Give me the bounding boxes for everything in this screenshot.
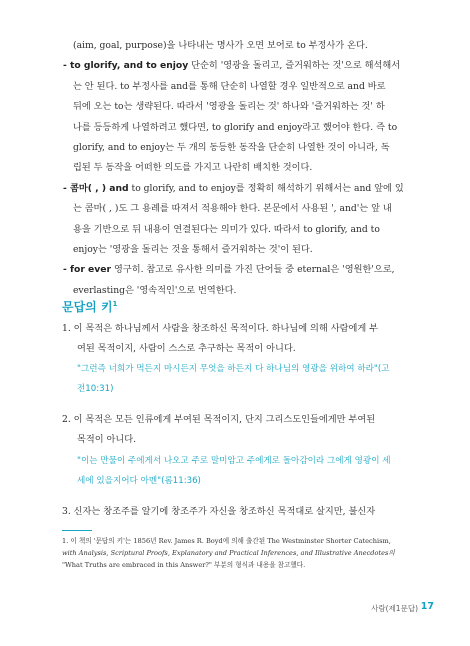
body-line: 뒤에 오는 to는 생략된다. 따라서 '영광을 돌리는 것' 하나와 '즐거워하는 것' 하 bbox=[73, 101, 385, 113]
answer-item-1-line2: 여된 목적이지, 사람이 스스로 추구하는 목적이 아니다. bbox=[77, 343, 296, 354]
running-footer-section: 사람(제1문답) bbox=[371, 604, 418, 613]
footnote-divider bbox=[62, 530, 92, 531]
answer-item-3-line1: 3. 신자는 창조주를 알기에 창조주가 자신을 창조하신 목적대로 살지만, 불신자 bbox=[62, 506, 376, 517]
body-line: 용을 기반으로 뒤 내용이 연결된다는 의미가 있다. 따라서 to glorify, and to bbox=[73, 223, 380, 235]
body-line: everlasting은 '영속적인'으로 번역한다. bbox=[73, 284, 237, 296]
scripture-quote: 전10:31) bbox=[77, 384, 114, 394]
heading-text: 문답의 키 bbox=[62, 300, 113, 314]
body-line: glorify, and to enjoy는 두 개의 동등한 동작을 단순히 나열한 것이 아니라, 독 bbox=[73, 142, 390, 153]
term-label: - to glorify, and to enjoy bbox=[63, 60, 189, 72]
answer-key-heading bbox=[62, 298, 117, 315]
body-line: 는 콤마( , )도 그 용례를 따져서 적용해야 한다. 본문에서 사용된 ', and'는 앞 내 bbox=[73, 203, 392, 215]
term-desc: 단순히 '영광을 돌리고, 즐거워하는 것'으로 해석해서 bbox=[188, 60, 401, 72]
answer-item-2-line1: 2. 이 목적은 모든 인류에게 부여된 목적이지, 단지 그리스도인들에게만 부여된 bbox=[62, 414, 376, 425]
body-line: 는 안 된다. to 부정사를 and를 통해 단순히 나열할 경우 일반적으로 and 바로 bbox=[73, 80, 386, 92]
scripture-quote: "이는 만물이 주에게서 나오고 주로 말미암고 주에게로 돌아감이라 그에게 영광이 세 bbox=[77, 456, 391, 466]
term-label: - for ever bbox=[63, 264, 112, 276]
body-line: (aim, goal, purpose)을 나타내는 명사가 오면 보어로 to 부정사가 온다. bbox=[73, 40, 368, 51]
body-line: 립된 두 동작을 어떠한 의도를 가지고 나란히 배치한 것이다. bbox=[73, 162, 313, 174]
term-label: - 콤마( , ) and bbox=[63, 182, 129, 194]
scripture-quote: 세에 있을지어다 아멘"(롬11:36) bbox=[77, 476, 201, 486]
body-line: 나를 등등하게 나열하려고 했다면, to glorify and enjoy라고 했어야 한다. 즉 to bbox=[73, 121, 398, 133]
footnote-line: 1. 이 책의 '문답의 키'는 1856년 Rev. James R. Boyd에 의해 출간된 The Westminster Shorter Catechism, bbox=[62, 537, 391, 545]
term-item-comma-and bbox=[63, 183, 404, 195]
term-desc: to glorify, and to enjoy를 정확히 해석하기 위해서는 and 앞에 있 bbox=[128, 182, 404, 194]
answer-item-1-line1: 1. 이 목적은 하나님께서 사람을 창조하신 목적이다. 하나님에 의해 사람에게 부 bbox=[62, 323, 379, 334]
scripture-quote: "그런즉 너희가 먹든지 마시든지 무엇을 하든지 다 하나님의 영광을 위하여 하라"(고 bbox=[77, 364, 390, 374]
footnote-ref: 1 bbox=[112, 300, 118, 308]
body-line: enjoy는 '영광을 돌리는 것을 통해서 즐거워하는 것'이 된다. bbox=[73, 244, 313, 255]
footnote-line: "What Truths are embraced in this Answer?" 부분의 형식과 내용을 참고했다. bbox=[62, 561, 306, 569]
footnote-line: with Analysis, Scriptural Proofs, Explanatory and Practical Inferences, and Illustrative Anecdotes의 bbox=[62, 549, 395, 557]
page-number: 17 bbox=[420, 601, 434, 612]
term-item-to-glorify bbox=[63, 60, 400, 72]
answer-item-2-line2: 목적이 아니다. bbox=[77, 434, 137, 445]
term-item-for-ever bbox=[63, 264, 395, 276]
term-desc: 영구히. 참고로 유사한 의미를 가진 단어들 중 eternal은 '영원한'으로, bbox=[111, 264, 395, 276]
